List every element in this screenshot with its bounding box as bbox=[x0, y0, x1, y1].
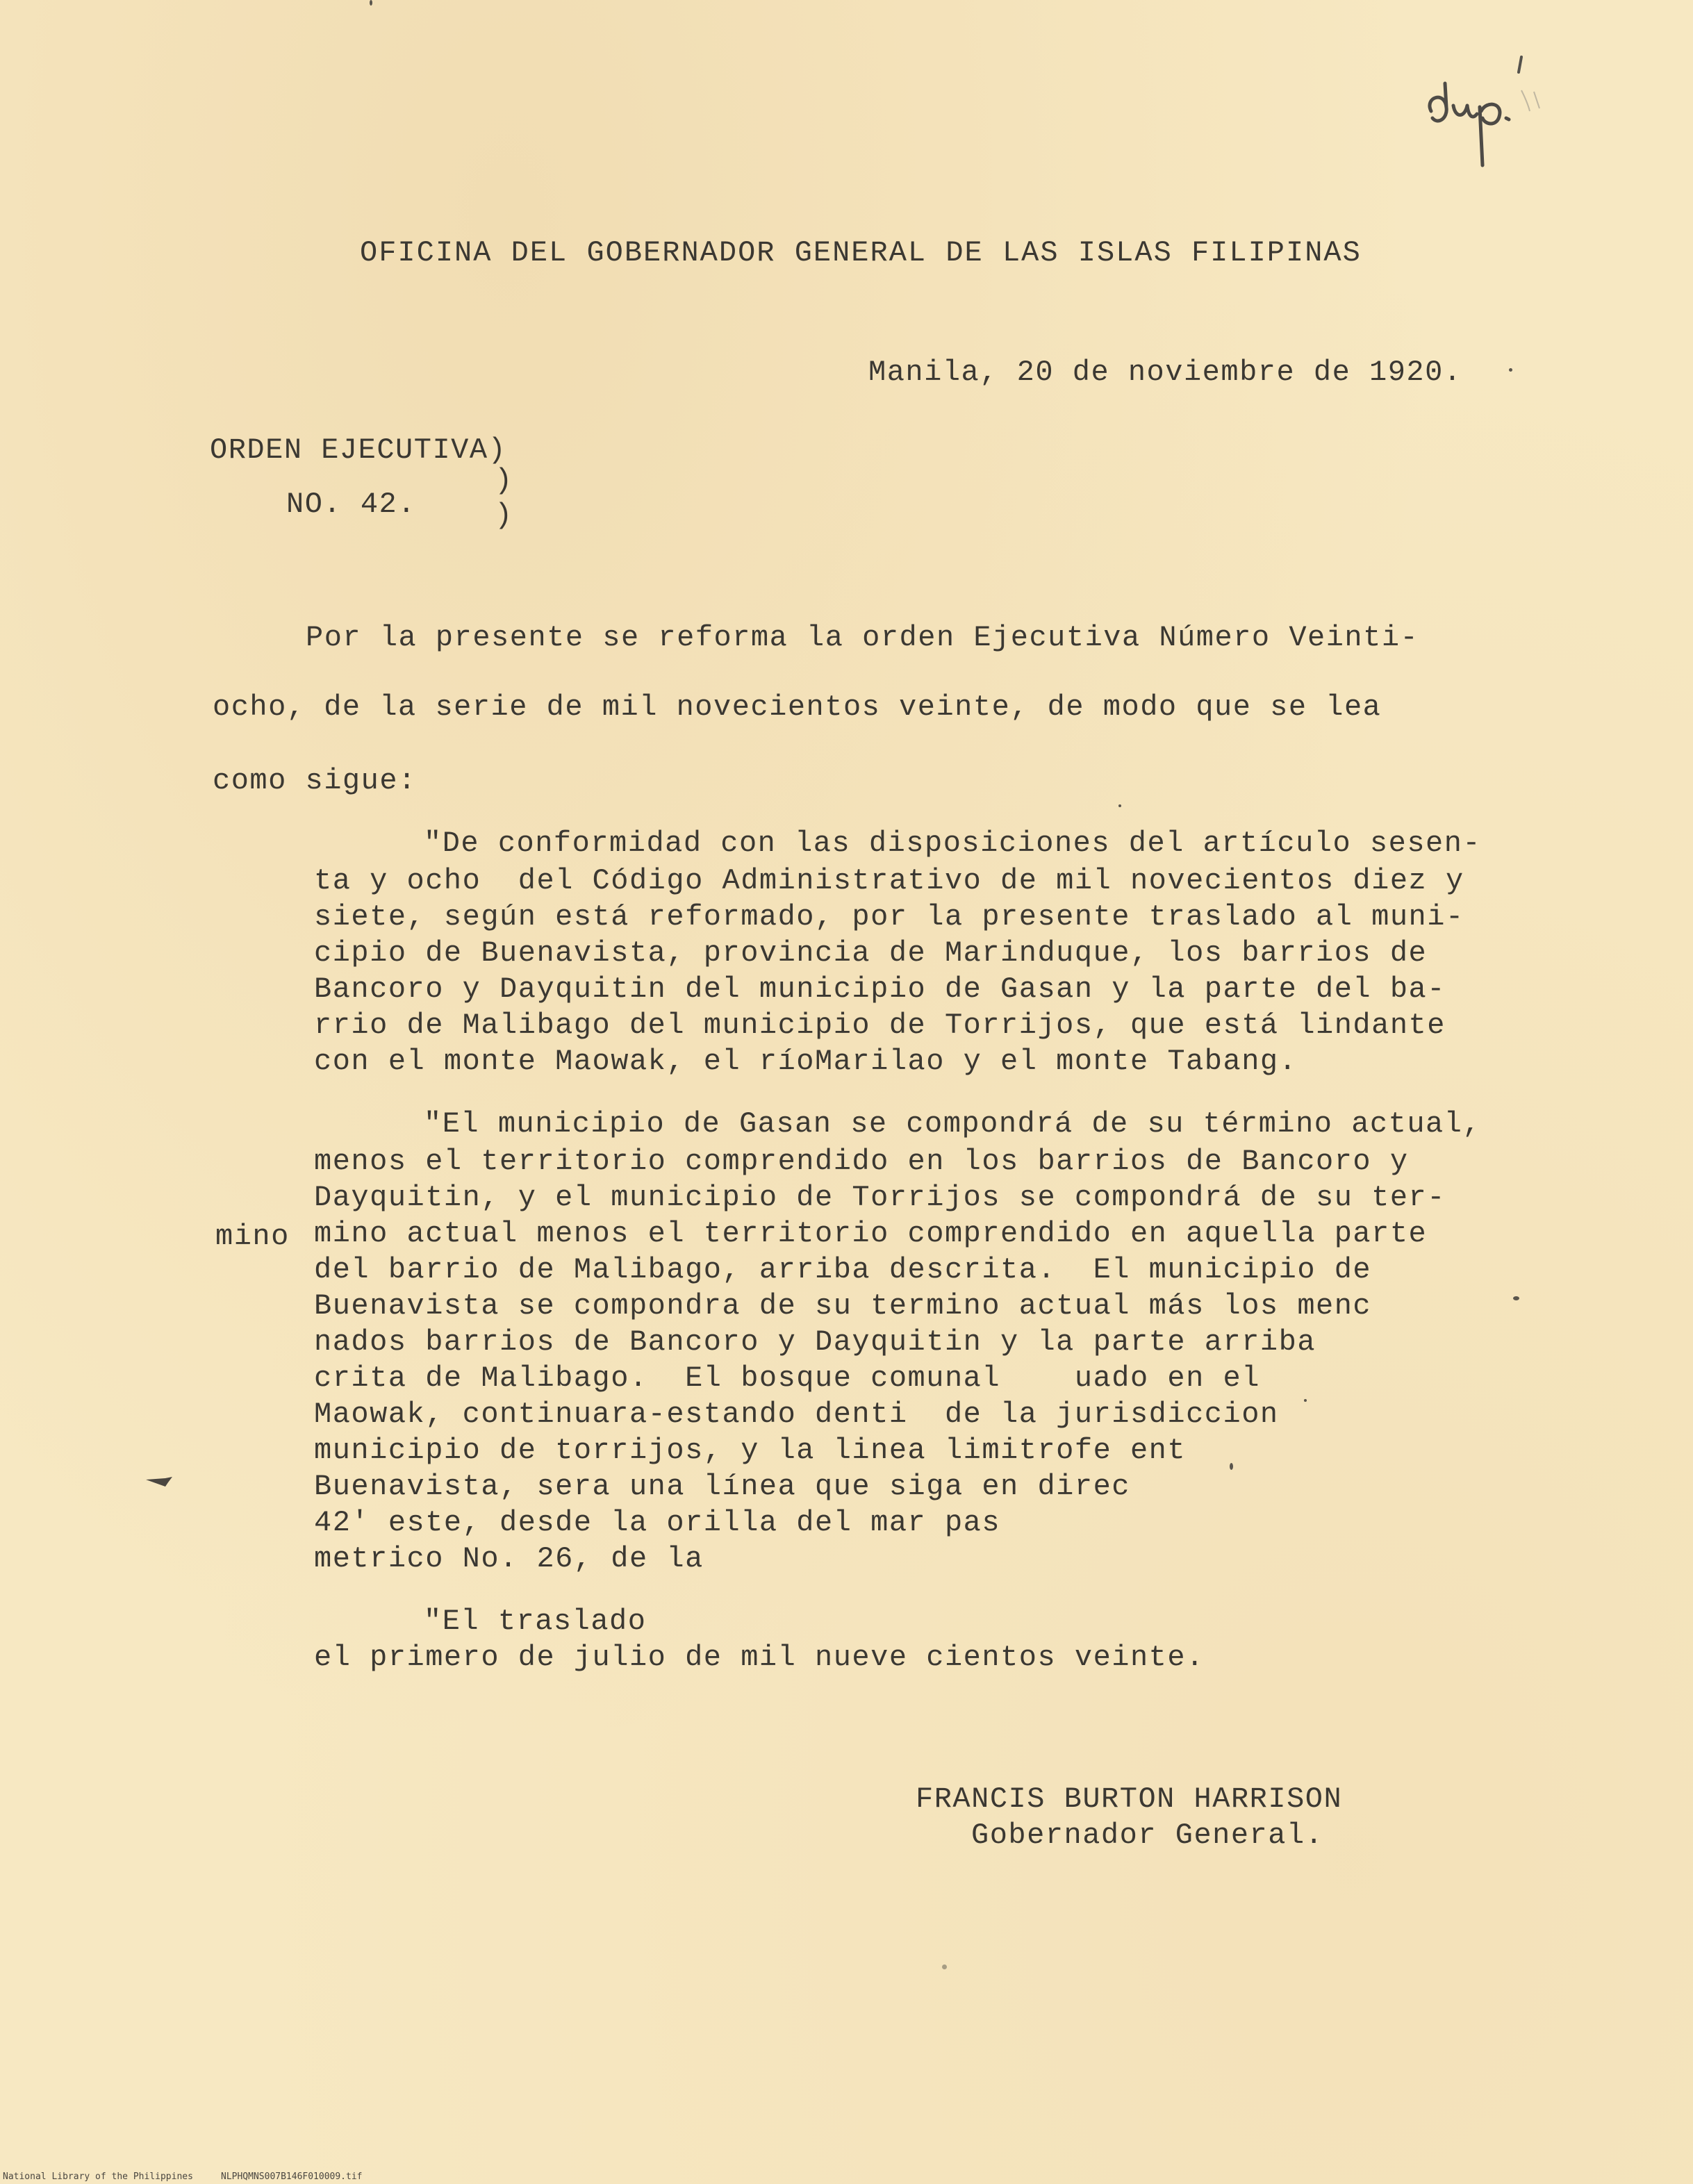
margin-arrow-mark bbox=[144, 1475, 174, 1488]
order-label: ORDEN EJECUTIVA) bbox=[210, 433, 507, 467]
signature-name: FRANCIS BURTON HARRISON bbox=[916, 1782, 1343, 1816]
paragraph-2-line: cipio de Buenavista, provincia de Marinduque, los barrios de bbox=[314, 936, 1428, 970]
paragraph-3-line: Buenavista, sera una línea que siga en direc bbox=[314, 1470, 1130, 1503]
paper-speck bbox=[1513, 1296, 1519, 1300]
office-header: OFICINA DEL GOBERNADOR GENERAL DE LAS ISLAS FILIPINAS bbox=[360, 236, 1362, 270]
paragraph-1-line: Por la presente se reforma la orden Ejecutiva Número Veinti- bbox=[306, 621, 1419, 654]
paper-speck bbox=[1230, 1463, 1233, 1470]
paragraph-1-line: como sigue: bbox=[213, 764, 417, 797]
order-number: NO. 42. bbox=[286, 488, 416, 521]
paragraph-4-line: el primero de julio de mil nueve cientos veinte. bbox=[314, 1641, 1205, 1674]
date-line: Manila, 20 de noviembre de 1920. bbox=[868, 356, 1462, 389]
margin-word: mino bbox=[215, 1220, 290, 1253]
paragraph-4-line: "El traslado bbox=[424, 1605, 647, 1638]
paragraph-3-line: nados barrios de Bancoro y Dayquitin y la parte arriba bbox=[314, 1325, 1316, 1359]
paragraph-3-line: 42' este, desde la orilla del mar pas bbox=[314, 1506, 1001, 1539]
paragraph-3-line: Buenavista se compondra de su termino actual más los menc bbox=[314, 1289, 1372, 1323]
paragraph-2-line: "De conformidad con las disposiciones del artículo sesen- bbox=[424, 827, 1482, 860]
paragraph-1-line: ocho, de la serie de mil novecientos veinte, de modo que se lea bbox=[213, 690, 1382, 724]
paragraph-2-line: ta y ocho del Código Administrativo de mil novecientos diez y bbox=[314, 864, 1464, 897]
paragraph-3-line: crita de Malibago. El bosque comunal uado en el bbox=[314, 1362, 1260, 1395]
signature-title: Gobernador General. bbox=[971, 1819, 1324, 1852]
paragraph-3-line: mino actual menos el territorio comprendido en aquella parte bbox=[314, 1217, 1428, 1250]
paragraph-2-line: con el monte Maowak, el ríoMarilao y el monte Tabang. bbox=[314, 1045, 1298, 1078]
paragraph-2-line: siete, según está reformado, por la presente traslado al muni- bbox=[314, 900, 1464, 934]
paper-speck bbox=[1118, 804, 1121, 807]
paragraph-3-line: metrico No. 26, de la bbox=[314, 1542, 704, 1575]
paragraph-3-line: municipio de torrijos, y la linea limitrofe ent bbox=[314, 1434, 1187, 1467]
order-paren: ) bbox=[495, 464, 513, 497]
paper-speck bbox=[370, 0, 372, 6]
paragraph-3-line: Maowak, continuara-estando denti de la jurisdiccion bbox=[314, 1398, 1279, 1431]
paper-speck bbox=[1304, 1399, 1307, 1402]
paragraph-2-line: Bancoro y Dayquitin del municipio de Gasan y la parte del ba- bbox=[314, 973, 1446, 1006]
paper-speck bbox=[942, 1964, 947, 1969]
paragraph-2-line: rrio de Malibago del municipio de Torrijos, que está lindante bbox=[314, 1009, 1446, 1042]
paragraph-3-line: menos el territorio comprendido en los barrios de Bancoro y bbox=[314, 1145, 1409, 1178]
footer-library-credit: National Library of the Philippines bbox=[3, 2171, 193, 2182]
paragraph-3-line: del barrio de Malibago, arriba descrita. El municipio de bbox=[314, 1253, 1372, 1287]
paragraph-3-line: Dayquitin, y el municipio de Torrijos se compondrá de su ter- bbox=[314, 1181, 1446, 1214]
footer-file-name: NLPHQMNS007B146F010009.tif bbox=[221, 2171, 363, 2182]
paper-speck bbox=[1509, 368, 1512, 372]
order-paren: ) bbox=[495, 499, 513, 532]
paragraph-3-line: "El municipio de Gasan se compondrá de su término actual, bbox=[424, 1107, 1482, 1141]
handwritten-dup-annotation bbox=[1417, 42, 1556, 181]
